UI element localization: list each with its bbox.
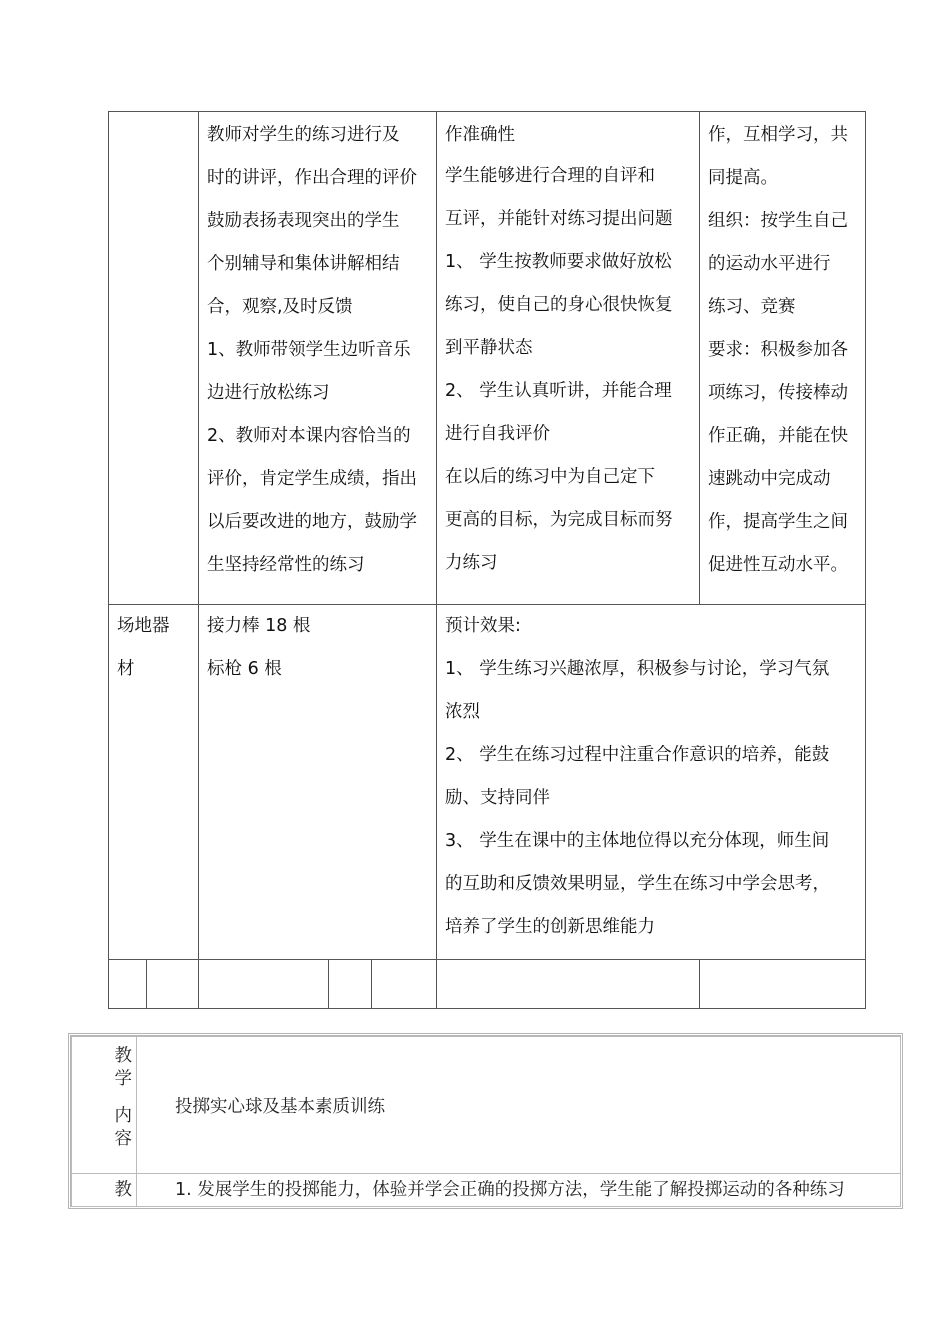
text-line: 在以后的练习中为自己定下 [445,467,655,487]
table-row [72,1174,901,1207]
label-char: 内 [114,1106,132,1126]
text-line: 合，观察,及时反馈 [207,297,353,317]
text-line: 的互助和反馈效果明显，学生在练习中学会思考， [445,874,830,894]
text-line: 励、支持同伴 [445,788,550,808]
text-line: 作，互相学习，共 [708,125,848,145]
teaching-goal-label: 教 [72,1174,137,1207]
text-line: 个别辅导和集体讲解相结 [207,254,400,274]
text-line: 时的讲评，作出合理的评价 [207,168,417,188]
text-line: 1、 学生按教师要求做好放松 [445,252,672,272]
text-line: 同提高。 [708,168,778,188]
text-line: 练习，使自己的身心很快恢复 [445,295,673,315]
equipment-label-cell [109,605,199,960]
equipment-cell [199,605,437,960]
text-line: 更高的目标，为完成目标而努 [445,510,673,530]
table-row [109,960,866,1009]
student-activity-cell [437,112,700,605]
text-line: 1、 学生练习兴趣浓厚，积极参与讨论，学习气氛 [445,659,830,679]
text-line: 进行自我评价 [445,424,550,444]
label-char: 容 [114,1129,132,1149]
text-line: 到平静状态 [445,338,533,358]
text-line: 2、教师对本课内容恰当的 [207,426,411,446]
table-cell-empty [199,960,329,1009]
text-line: 学生能够进行合理的自评和 [445,166,655,186]
text-line: 练习、竞赛 [708,297,796,317]
expected-effect-cell [437,605,866,960]
text-line: 培养了学生的创新思维能力 [445,917,655,937]
text-line: 的运动水平进行 [708,254,831,274]
text-line: 作正确，并能在快 [708,426,848,446]
table-row [72,1037,901,1174]
table-cell-empty [700,960,866,1009]
label-char: 学 [114,1069,132,1089]
text-line: 预计效果: [445,616,521,636]
text-line: 作准确性 [445,125,515,145]
teaching-content-value: 投掷实心球及基本素质训练 [137,1037,901,1174]
text-line: 接力棒 18 根 [207,616,311,636]
table-row [109,112,866,605]
lesson-content-table [68,1033,903,1209]
table-cell-empty [329,960,372,1009]
text-line: 教师对学生的练习进行及 [207,125,400,145]
text-line: 组织：按学生自己 [708,211,848,231]
organization-cell [700,112,866,605]
content-table [71,1036,901,1207]
text-line: 3、 学生在课中的主体地位得以充分体现，师生间 [445,831,830,851]
text-line: 1、教师带领学生边听音乐 [207,340,411,360]
text-line: 作，提高学生之间 [708,512,848,532]
text-line: 场地器 [117,616,170,636]
text-line: 速跳动中完成动 [708,469,831,489]
text-line: 边进行放松练习 [207,383,330,403]
text-line: 力练习 [445,553,498,573]
text-line: 生坚持经常性的练习 [207,555,365,575]
text-line: 2、 学生在练习过程中注重合作意识的培养，能鼓 [445,745,830,765]
text-line: 材 [117,659,135,679]
text-line: 2、 学生认真听讲，并能合理 [445,381,672,401]
teaching-content-label [72,1037,137,1174]
text-line: 要求：积极参加各 [708,340,848,360]
teaching-goal-value: 1. 发展学生的投掷能力，体验并学会正确的投掷方法，学生能了解投掷运动的各种练习 [137,1174,901,1207]
text-line: 标枪 6 根 [207,659,282,679]
text-line: 互评，并能针对练习提出问题 [445,209,673,229]
table-row [109,605,866,960]
table-cell-empty [109,960,147,1009]
text-line: 鼓励表扬表现突出的学生 [207,211,400,231]
teacher-activity-cell [199,112,437,605]
table-cell-empty [372,960,437,1009]
label-char: 教 [114,1046,132,1066]
text-line: 以后要改进的地方，鼓励学 [207,512,417,532]
lesson-plan-table [108,111,866,1009]
table-cell-empty [109,112,199,605]
text-line: 浓烈 [445,702,480,722]
text-line: 促进性互动水平。 [708,555,848,575]
text-line: 评价，肯定学生成绩，指出 [207,469,417,489]
table-cell-empty [147,960,199,1009]
text-line: 项练习，传接棒动 [708,383,848,403]
table-cell-empty [437,960,700,1009]
